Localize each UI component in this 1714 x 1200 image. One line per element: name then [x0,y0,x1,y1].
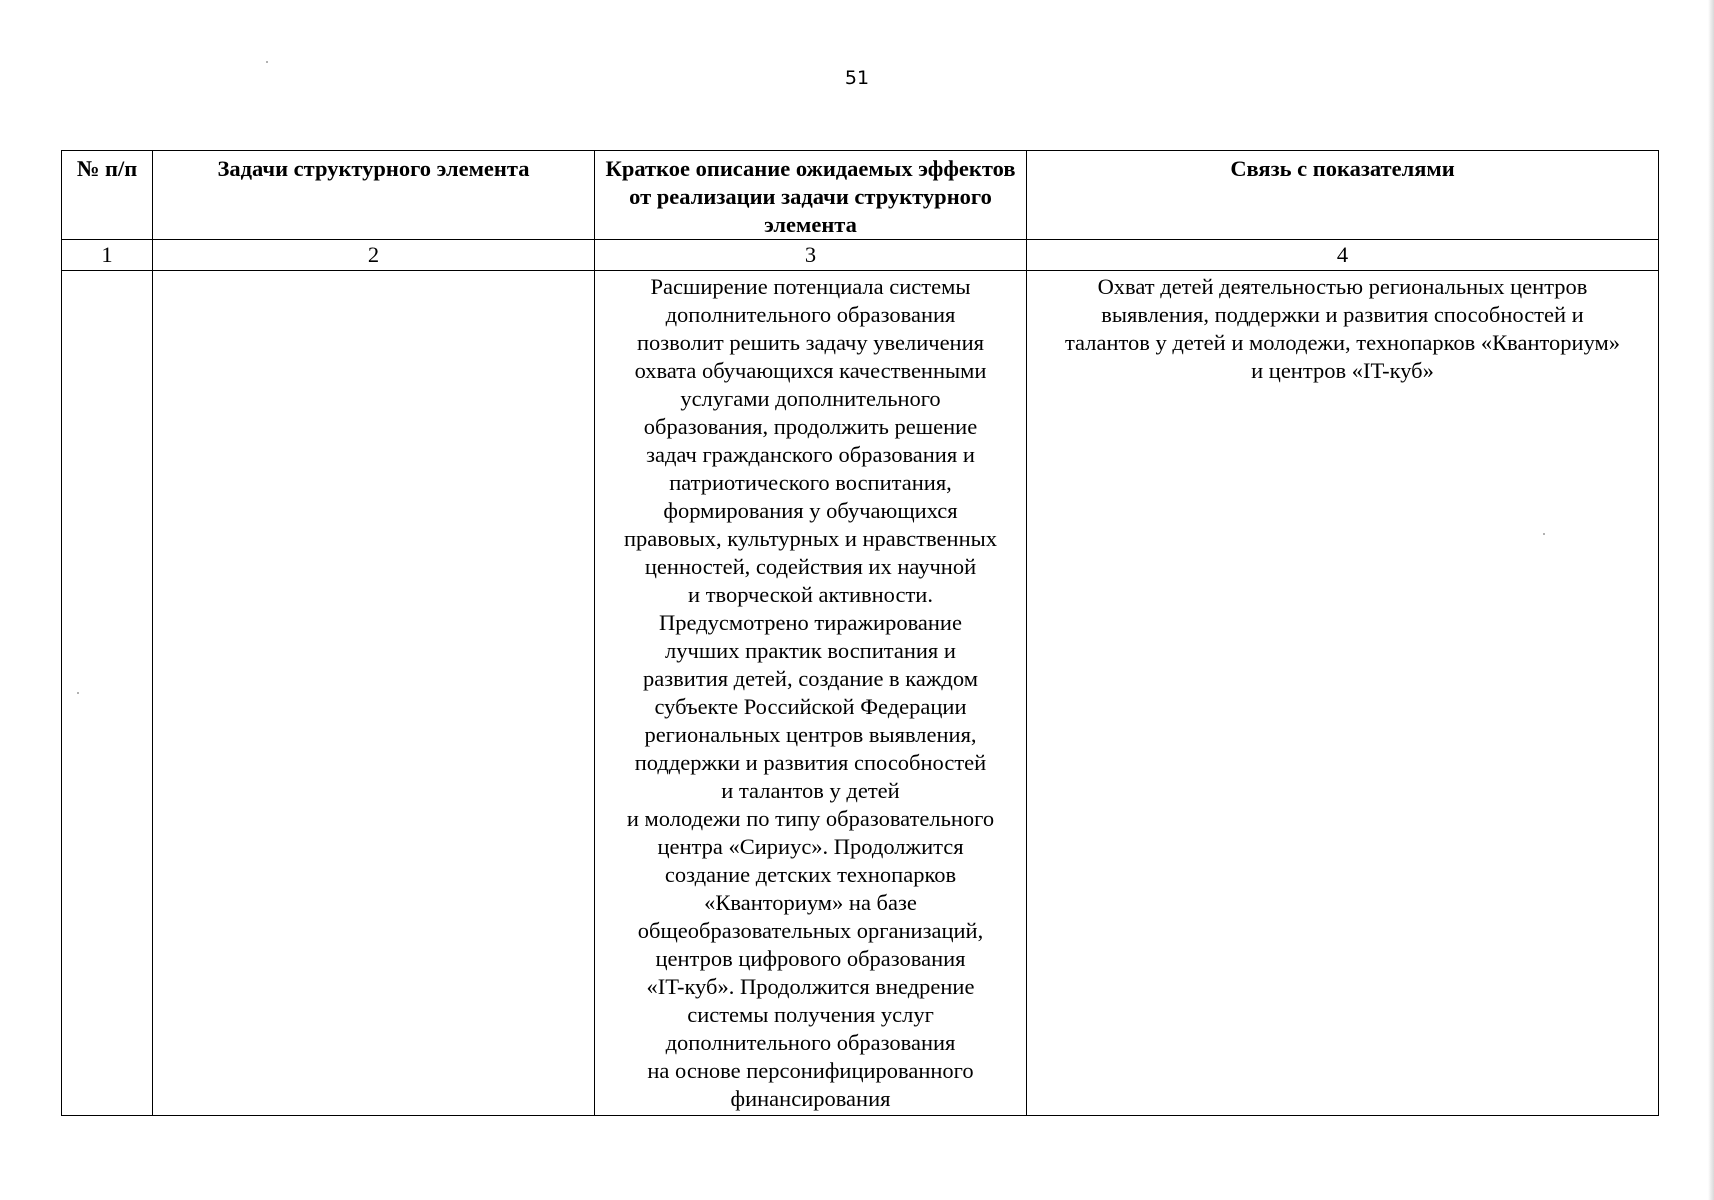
scan-speck [266,61,268,63]
column-number: 2 [153,240,595,271]
column-number: 4 [1027,240,1659,271]
description-line: создание детских технопарков [664,862,957,887]
indicator-cell [1027,271,1659,1116]
description-line: правовых, культурных и нравственных [624,526,997,551]
column-number-row [62,240,1659,271]
description-line: региональных центров выявления, [644,722,977,747]
description-line: Предусмотрено тиражирование [659,610,962,635]
description-line: на основе персонифицированного [647,1058,974,1083]
header-number: № п/п [62,151,153,240]
scan-speck [1543,533,1545,535]
indicator-line: талантов у детей и молодежи, технопарков «Кванториум» [1064,330,1621,355]
description-line: поддержки и развития способностей [634,750,987,775]
description-line: и талантов у детей [721,778,900,803]
description-line: патриотического воспитания, [669,470,952,495]
description-line: и молодежи по типу образовательного [626,806,995,831]
description-line: Расширение потенциала системы [650,274,971,299]
indicator-line: выявления, поддержки и развития способностей и [1101,302,1584,327]
description-cell [595,271,1027,1116]
description-line: центров цифрового образования [655,946,966,971]
description-line: «IT-куб». Продолжится внедрение [646,974,975,999]
column-number: 3 [595,240,1027,271]
description-line: лучших практик воспитания и [665,638,956,663]
page-number: 51 [844,67,870,89]
description-line: ценностей, содействия их научной [644,554,977,579]
row-number-cell [62,271,153,1116]
task-cell [153,271,595,1116]
description-line: формирования у обучающихся [663,498,958,523]
description-line: дополнительного образования [665,1030,956,1055]
header-description: Краткое описание ожидаемых эффектов от реализации задачи структурного элемента [595,151,1027,240]
description-line: развития детей, создание в каждом [643,666,978,691]
description-line: образования, продолжить решение [643,414,978,439]
header-tasks: Задачи структурного элемента [153,151,595,240]
scan-edge-shadow [1708,0,1714,1200]
description-line: охвата обучающихся качественными [634,358,987,383]
description-line: финансирования [730,1086,891,1111]
table-header-row [62,151,1659,240]
header-indicators: Связь с показателями [1027,151,1659,240]
table-row [62,271,1659,1116]
description-line: услугами дополнительного [680,386,941,411]
description-line: позволит решить задачу увеличения [637,330,984,355]
indicator-line: Охват детей деятельностью региональных центров [1097,274,1588,299]
description-line: системы получения услуг [687,1002,934,1027]
description-line: центра «Сириус». Продолжится [657,834,964,859]
description-line: субъекте Российской Федерации [654,694,967,719]
indicator-line: и центров «IT-куб» [1251,358,1434,383]
description-line: дополнительного образования [665,302,956,327]
scan-speck [77,692,79,694]
description-line: задач гражданского образования и [646,442,975,467]
column-number: 1 [62,240,153,271]
description-line: общеобразовательных организаций, [637,918,984,943]
description-line: и творческой активности. [688,582,933,607]
structural-element-table [61,150,1659,1116]
description-line: «Кванториум» на базе [704,890,917,915]
